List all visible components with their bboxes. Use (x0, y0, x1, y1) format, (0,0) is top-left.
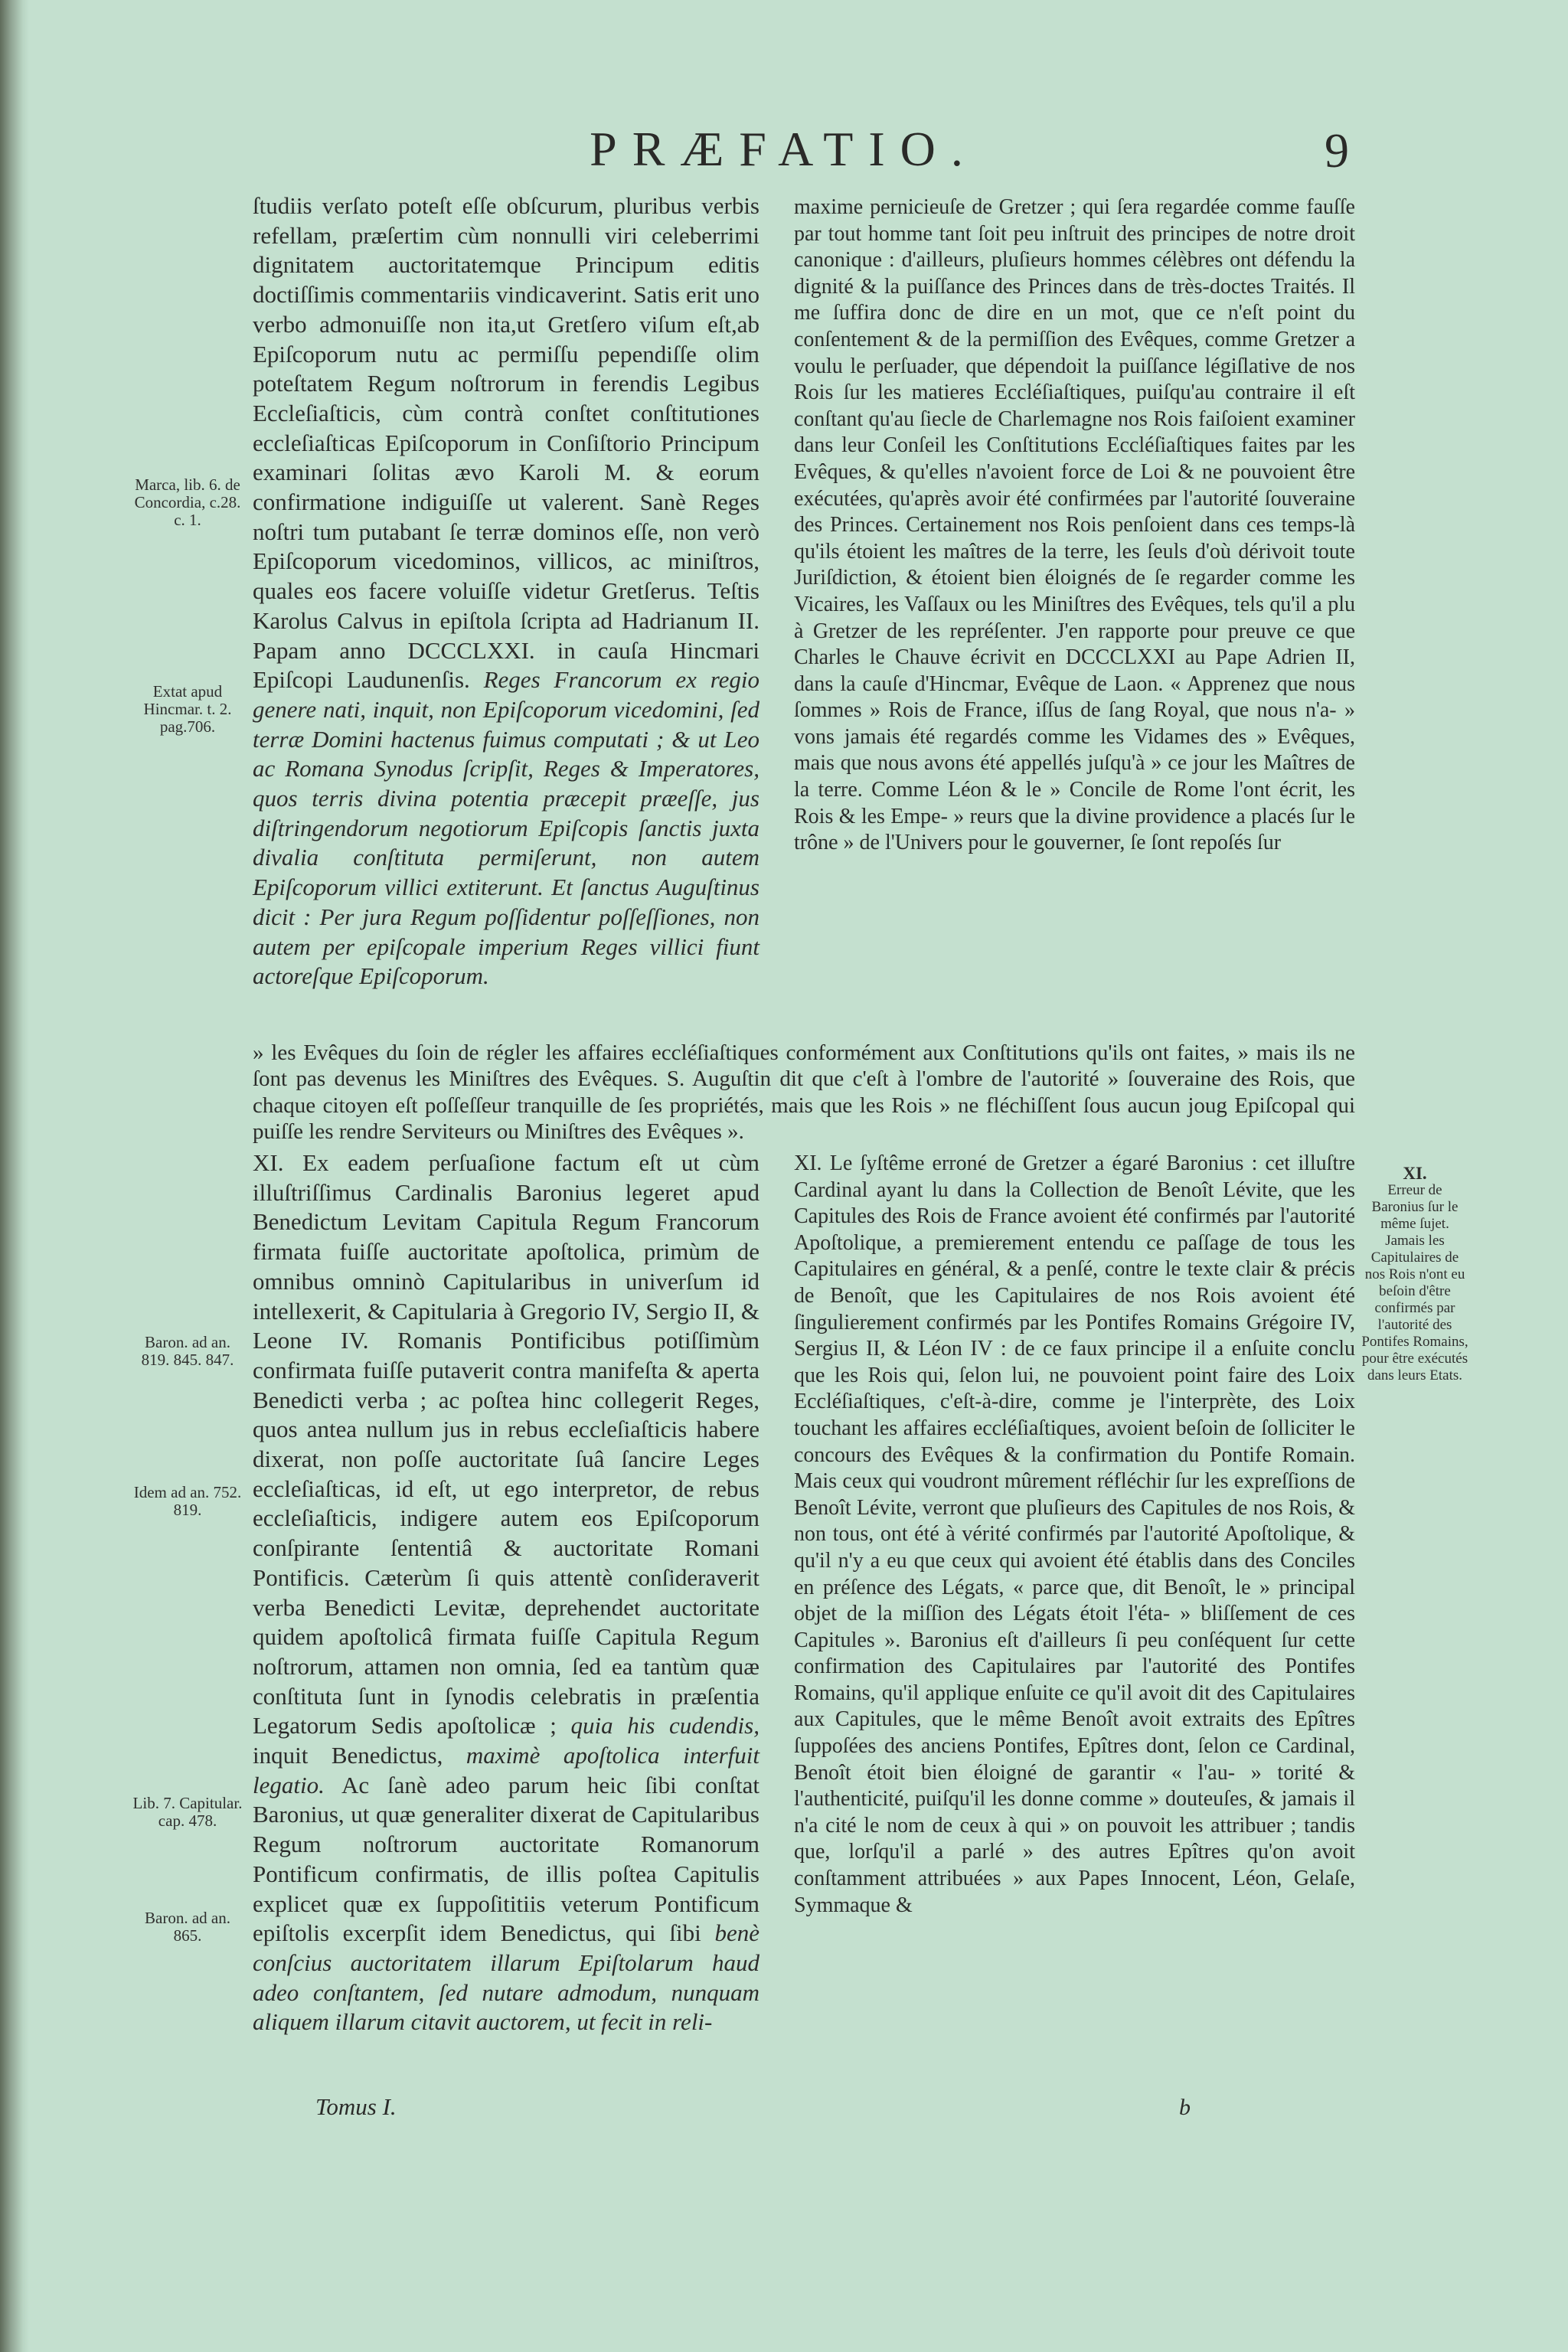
page-title: PRÆFATIO. (590, 122, 978, 176)
french-xi-text: XI. Le ſyſtême erroné de Gretzer a égaré Baronius : cet illuſtre Cardinal ayant lu dans la Collection de Benoît Lévite, que les Capitules des Rois de France avoient été confirmés par l'autorité Apoſtolique, a premierement entendu ce paſſage de tous les Capitulaires en général, & a penſé, contre le texte clair & précis de Benoît, que les Capitulaires de nos Rois avoient été ſingulierement confirmés par les Pontifes Romains Grégoire IV, Sergius II, & Léon IV : de ce faux principe il a enſuite conclu que les Rois qui, ſelon lui, ne pouvoient point faire des Loix Eccléſiaſtiques, c'eſt-à-dire, comme je l'interprète, des Loix touchant les affaires eccléſiaſtiques, avoient beſoin de ſolliciter le concours des Evêques & la confirmation du Pontife Romain. Mais ceux qui voudront mûrement réfléchir ſur les expreſſions de Benoît Lévite, verront que pluſieurs des Capitules de nos Rois, & non tous, ont été à vérité confirmés par l'autorité Apoſtolique, & qu'il n'y a eu que ceux qui avoient été établis dans des Conciles en préſence des Légats, « parce que, dit Benoît, le » principal objet de la miſſion des Légats étoit l'éta- » bliſſement de ces Capitules ». Baronius eſt d'ailleurs ſi peu conſéquent ſur cette confirmation des Capitulaires par l'autorité des Pontifes Romains, qu'il applique enſuite ce qu'il avoit dit des Capitulaires aux Capitules, que le même Benoît avoit extraits des Epîtres ſuppoſées des anciens Pontifes, Epîtres dont, ſelon ce Cardinal, Benoît étoit bien éloigné de garantir « l'au- » torité & l'authenticité, puiſqu'il les donne comme » douteuſes, & jamais il n'a cité le nom de ceux à qui » on pouvoit les attribuer ; tandis que, lorſqu'il a parlé » des autres Epîtres qu'on avoit conſtamment attribuées » aux Papes Innocent, Léon, Gelaſe, Symmaque & (794, 1152, 1355, 1917)
latin-column-section-xi (253, 1148, 760, 2037)
margin-note-extat: Extat apud Hincmar. t. 2. pag.706. (143, 682, 232, 736)
latin-top-quote: Reges Francorum ex regio genere nati, inquit, non Epiſcoporum vicedomini, ſed terræ Domini hactenus fuimus computati ; & ut Leo ac Romana Synodus ſcripſit, Reges & Imperatores, quos terris divina potentia præcepit præeſſe, jus diſtringendorum negotiorum Epiſcopis ſanctis juxta divalia conſtituta permiſerunt, non autem Epiſcoporum villici extiterunt. Et ſanctus Auguſtinus dicit : Per jura Regum poſſidentur poſſeſſiones, non autem per epiſcopale imperium Reges villici fiunt actoreſque Epiſcoporum. (253, 666, 760, 990)
book-binding-shadow (0, 0, 29, 2352)
margin-note-baron-2: Baron. ad an. 865. (145, 1909, 230, 1945)
french-column-section-xi (794, 1151, 1355, 1919)
latin-xi-text: XI. Ex eadem perſuaſione factum eſt ut cùm illuſtriſſimus Cardinalis Baronius legeret apud Benedictum Levitam Capitula Regum Francorum firmata fuiſſe auctoritate apoſtolica, primùm de omnibus omninò Capitularibus in univerſum id intellexerit, & Capitularia à Gregorio IV, Sergio II, & Leone IV. Romanis Pontificibus potiſſimùm confirmata fuiſſe putaverit contra manifeſta & aperta Benedicti verba ; ac poſtea hinc collegerit Reges, quos antea nullum jus in rebus eccleſiaſticis habere dixerat, non poſſe auctoritate ſuâ ſancire Leges eccleſiaſticas, id eſt, ut ego interpretor, de rebus eccleſiaſticis, indigere autem eos Epiſcoporum conſpirante ſententiâ & auctoritate Romani Pontificis. Cæterùm ſi quis attentè conſideraverit verba Benedicti Levitæ, deprehendet auctoritate quidem apoſtolicâ firmata fuiſſe Capitula Regum noſtrorum, attamen non omnia, ſed ea tantùm quæ conſtituta ſunt in ſynodis celebratis in præſentia Legatorum Sedis apoſtolicæ ; (253, 1149, 760, 1740)
footer-volume: Tomus I. (315, 2093, 397, 2120)
latin-xi-quote-1: quia his cudendis, (570, 1712, 760, 1740)
margin-note-idem: Idem ad an. 752. 819. (133, 1483, 242, 1519)
latin-top-text: ſtudiis verſato poteſt eſſe obſcurum, pluribus verbis refellam, præſertim cùm nonnulli viri celeberrimi dignitatem auctoritatemque Principum editis doctiſſimis commentariis vindicaverint. Satis erit uno verbo admonuiſſe non ita,ut Gretſero viſum eſt,ab Epiſcoporum nutu ac permiſſu pependiſſe olim poteſtatem Regum noſtrorum in ferendis Legibus Eccleſiaſticis, cùm contrà conſtet conſtitutiones eccleſiaſticas Epiſcoporum in Conſiſtorio Principum examinari ſolitas ævo Karoli M. & eorum confirmatione indiguiſſe ut valerent. Sanè Reges noſtri tum putabant ſe terræ dominos eſſe, non verò Epiſcoporum vicedominos, villicos, ac miniſtros, quales eos facere voluiſſe videtur Gretſerus. Teſtis Karolus Calvus in epiſtola ſcripta ad Hadrianum II. Papam anno DCCCLXXI. in cauſa Hincmari Epiſcopi Laudunenſis. (253, 192, 760, 694)
latin-xi-quote-3: benè conſcius auctoritatem illarum Epiſtolarum haud adeo conſtantem, ſed nutare admodum, nunquam aliquem illarum citavit auctorem, ut fecit in reli- (253, 1919, 760, 2036)
margin-note-xi-text: Erreur de Baronius ſur le même ſujet. Jamais les Capitulaires de nos Rois n'ont eu beſoin d'être confirmés par l'autorité des Pontifes Romains, pour être exécutés dans leurs Etats. (1361, 1182, 1468, 1383)
margin-note-baron-1: Baron. ad an. 819. 845. 847. (141, 1333, 234, 1369)
french-spanning-quote (253, 1040, 1355, 1145)
margin-note-marca: Marca, lib. 6. de Concordia, c.28. c. 1. (134, 475, 241, 529)
margin-note-lib7: Lib. 7. Capitular. cap. 478. (132, 1794, 243, 1830)
french-top-text: maxime pernicieuſe de Gretzer ; qui ſera regardée comme fauſſe par tout homme tant ſoit peu inſtruit des principes de notre droit canonique : d'ailleurs, pluſieurs hommes célèbres ont défendu la dignité & la puiſſance des Princes dans de très-doctes Traités. Il me ſuffira donc de dire en un mot, que ce n'eſt point du conſentement & de la permiſſion des Evêques, comme Gretzer a voulu le perſuader, que dépendoit la puiſſance légiſlative de nos Rois ſur les matieres Eccléſiaſtiques, puiſqu'au contraire il eſt conſtant qu'au ſiecle de Charlemagne nos Rois faiſoient examiner dans leur Conſeil les Conſtitutions Eccléſiaſtiques faites par les Evêques, & qu'elles n'avoient force de Loi & ne pouvoient être exécutées, qu'après avoir été confirmées par l'autorité ſouveraine des Princes. Certainement nos Rois penſoient dans ces temps-là qu'ils étoient les maîtres de la terre, les ſeuls d'où dérivoit toute Juriſdiction, & étoient bien éloignés de ſe regarder comme les Vicaires, les Vaſſaux ou les Miniſtres des Evêques, tels qu'il a plu à Gretzer de les repréſenter. J'en rapporte pour preuve ce que Charles le Chauve écrivit en DCCCLXXI au Pape Adrien II, dans la cauſe d'Hincmar, Evêque de Laon. « Apprenez que nous ſommes » Rois de France, iſſus de ſang Royal, que nous n'a- » vons jamais été regardés comme les Vidames des » Evêques, mais que nous avons été appellés juſqu'à » ce jour les Maîtres de la terre. Comme Léon & le » Concile de Rome l'ont écrit, les Rois & les Empe- » reurs que la divine providence a placés ſur le trône » de l'Univers pour le gouverner, ſe ſont repoſés ſur (794, 195, 1355, 855)
margin-note-xi (1361, 1165, 1468, 1384)
french-column-top (794, 194, 1355, 857)
page-number: 9 (1325, 123, 1349, 178)
latin-xi-mid: inquit Benedictus, (253, 1742, 443, 1769)
french-span-text: » les Evêques du ſoin de régler les affaires eccléſiaſtiques conformément aux Conſtitutions qu'ils ont faites, » mais ils ne ſont pas devenus les Miniſtres des Evêques. S. Auguſtin dit que c'eſt à l'ombre de l'autorité » ſouveraine des Rois, que chaque citoyen eſt poſſeſſeur tranquille de ſes propriétés, mais que les Rois » ne fléchiſſent ſous aucun joug Epiſcopal qui puiſſe les rendre Serviteurs ou Miniſtres des Evêques ». (253, 1040, 1355, 1144)
latin-xi-end: Ac ſanè adeo parum heic ſibi conſtat Baronius, ut quæ generaliter dixerat de Capitularibus Regum noſtrorum auctoritate Romanorum Pontificum confirmatis, de illis poſtea Capitulis explicet quæ ex ſuppoſititiis veterum Pontificum epiſtolis excerpſit idem Benedictus, qui ſibi (253, 1771, 760, 1947)
latin-xi-quote-2: maximè apoſtolica interfuit legatio. (253, 1742, 760, 1798)
margin-note-xi-number: XI. (1403, 1164, 1427, 1183)
latin-column-top (253, 191, 760, 991)
footer-signature: b (1179, 2095, 1191, 2120)
